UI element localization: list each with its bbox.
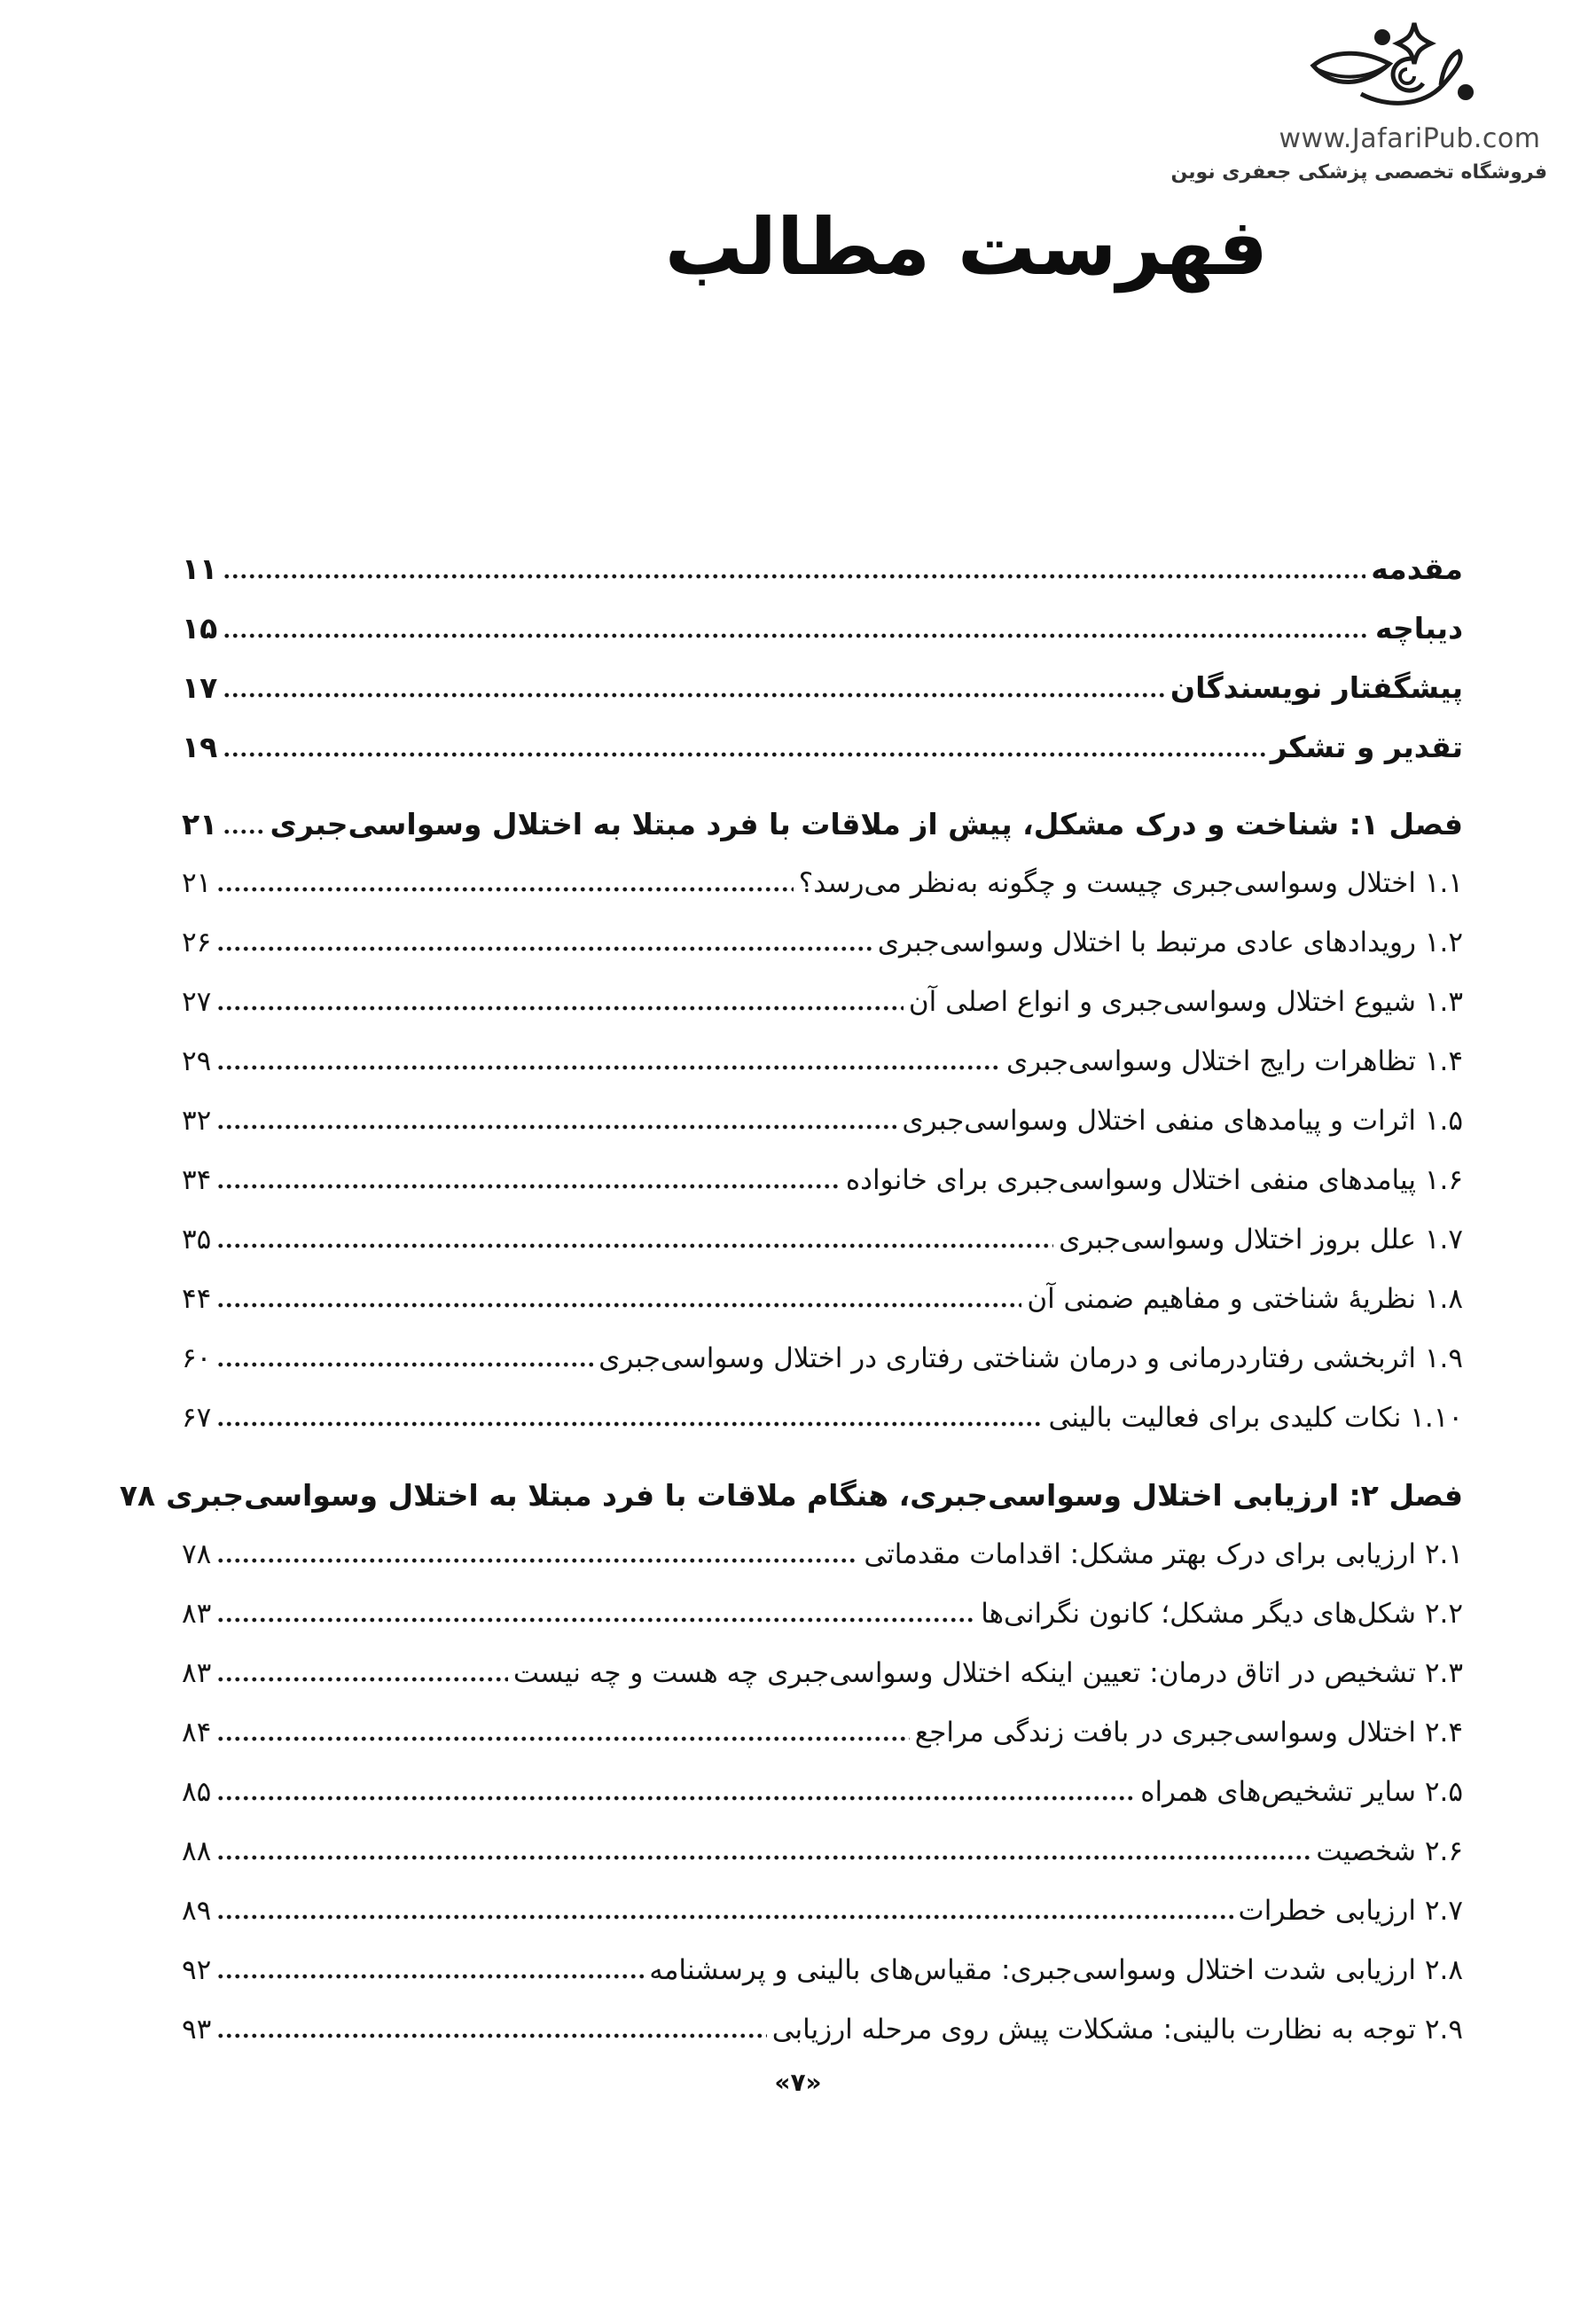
toc-entry-title: ۲.۴ اختلال وسواسی‌جبری در بافت زندگی مراجع (914, 1717, 1463, 1748)
dot-leader (216, 2012, 766, 2038)
toc-entry-title: ۲.۷ ارزیابی خطرات (1238, 1895, 1463, 1927)
page-title: فهرست مطالب (664, 201, 1268, 293)
toc-entry-title: ۱.۸ نظریۀ شناختی و مفاهیم ضمنی آن (1027, 1283, 1463, 1315)
dot-leader (216, 1715, 909, 1741)
toc-entry (182, 1270, 1463, 1329)
toc-entry-title: ۲.۳ تشخیص در اتاق درمان: تعیین اینکه اختلال وسواسی‌جبری چه هست و چه نیست (512, 1657, 1463, 1689)
dot-leader (216, 984, 904, 1011)
toc-entry (182, 1703, 1463, 1763)
toc-entry-page-number: ۷۸ (119, 1478, 156, 1513)
toc-entry-page-number: ۲۶ (182, 927, 212, 958)
toc-entry-title: ۲.۸ ارزیابی شدت اختلال وسواسی‌جبری: مقیاس‌های بالینی و پرسشنامه (649, 1954, 1463, 1986)
toc-entry-page-number: ۱۱ (182, 552, 218, 586)
toc-entry-title: ۱.۱۰ نکات کلیدی برای فعالیت بالینی (1048, 1402, 1463, 1434)
toc-entry-page-number: ۳۲ (182, 1105, 212, 1137)
dot-leader (216, 1044, 1001, 1070)
toc-entry-page-number: ۶۰ (182, 1342, 212, 1374)
toc-entry-page-number: ۲۱ (182, 867, 212, 899)
toc-entry (182, 1644, 1463, 1703)
toc-entry-title: ۱.۲ رویدادهای عادی مرتبط با اختلال وسواسی‌جبری (877, 927, 1463, 958)
publisher-logo (1170, 20, 1547, 184)
dot-leader (216, 1655, 508, 1682)
toc-entry (182, 1329, 1463, 1389)
toc-entry-title: فصل ۱: شناخت و درک مشکل، پیش از ملاقات با فرد مبتلا به اختلال وسواسی‌جبری (270, 807, 1463, 841)
toc-entry (182, 1032, 1463, 1091)
dot-leader (216, 925, 872, 951)
dot-leader (216, 1834, 1310, 1860)
toc-entry-page-number: ۸۳ (182, 1598, 212, 1630)
toc-entry-title: ۲.۱ ارزیابی برای درک بهتر مشکل: اقدامات مقدماتی (864, 1538, 1463, 1570)
toc-entry-page-number: ۴۴ (182, 1283, 212, 1315)
toc-entry-title: ۲.۲ شکل‌های دیگر مشکل؛ کانون نگرانی‌ها (981, 1598, 1463, 1630)
dot-leader (216, 1596, 975, 1623)
toc-entry (182, 794, 1463, 854)
toc-entry (182, 854, 1463, 913)
dot-leader (223, 612, 1370, 638)
toc-entry (182, 1091, 1463, 1151)
toc-entry-page-number: ۳۴ (182, 1164, 212, 1196)
toc-entry-title: دیباچه (1375, 611, 1463, 645)
toc-entry-page-number: ۸۴ (182, 1717, 212, 1748)
toc-entry (182, 913, 1463, 973)
toc-entry (182, 1210, 1463, 1270)
toc-entry-page-number: ۷۸ (182, 1538, 212, 1570)
dot-leader (216, 865, 793, 892)
toc-entry-title: ۱.۳ شیوع اختلال وسواسی‌جبری و انواع اصلی آن (908, 986, 1463, 1018)
dot-leader (223, 552, 1365, 579)
toc-entry-page-number: ۱۵ (182, 611, 218, 645)
toc-entry-page-number: ۲۹ (182, 1045, 212, 1077)
dot-leader (216, 1537, 858, 1563)
toc-entry (182, 1389, 1463, 1448)
toc-entry (182, 1151, 1463, 1210)
toc-entry-title: ۲.۹ توجه به نظارت بالینی: مشکلات پیش روی مرحله ارزیابی (771, 2014, 1463, 2046)
dot-leader (216, 1162, 841, 1189)
toc-entry (182, 973, 1463, 1032)
toc-entry (182, 1822, 1463, 1881)
toc-entry-page-number: ۸۵ (182, 1776, 212, 1808)
toc-entry-title: فصل ۲: ارزیابی اختلال وسواسی‌جبری، هنگام ملاقات با فرد مبتلا به اختلال وسواسی‌جبری (166, 1478, 1463, 1513)
dot-leader (216, 1893, 1232, 1920)
toc-entry-title: ۱.۴ تظاهرات رایج اختلال وسواسی‌جبری (1006, 1045, 1463, 1077)
dot-leader (216, 1774, 1135, 1801)
toc-entry-page-number: ۸۳ (182, 1657, 212, 1689)
toc-entry-page-number: ۲۱ (182, 807, 218, 841)
toc-entry-page-number: ۹۳ (182, 2014, 212, 2046)
toc-entry (182, 2000, 1463, 2060)
dot-leader (216, 1341, 593, 1367)
toc-entry (119, 1466, 1463, 1525)
toc-entry-page-number: ۳۵ (182, 1224, 212, 1256)
toc-entry-title: ۱.۷ علل بروز اختلال وسواسی‌جبری (1059, 1224, 1463, 1256)
toc-entry-title: تقدیر و تشکر (1270, 730, 1463, 764)
dot-leader (216, 1400, 1043, 1427)
toc-entry-title: ۱.۶ پیامدهای منفی اختلال وسواسی‌جبری برای خانواده (845, 1164, 1463, 1196)
dot-leader (216, 1281, 1021, 1308)
toc-entry (182, 1941, 1463, 2000)
toc-entry-page-number: ۹۲ (182, 1954, 212, 1986)
footer-page-number: «۷» (774, 2068, 822, 2097)
dot-leader (223, 731, 1264, 757)
toc-entry-page-number: ۸۹ (182, 1895, 212, 1927)
toc-entry-title: ۱.۱ اختلال وسواسی‌جبری چیست و چگونه به‌نظر می‌رسد؟ (798, 867, 1463, 899)
toc-entry-page-number: ۶۷ (182, 1402, 212, 1434)
dot-leader (216, 1952, 644, 1979)
toc-entry (182, 658, 1463, 717)
toc-entry-page-number: ۱۷ (182, 670, 218, 705)
toc-entry-title: ۱.۵ اثرات و پیامدهای منفی اختلال وسواسی‌جبری (902, 1105, 1463, 1137)
toc-entry (182, 539, 1463, 598)
publisher-tagline: فروشگاه تخصصی پزشکی جعفری نوین (1170, 161, 1547, 184)
dot-leader (216, 1222, 1053, 1248)
toc-entry-title: مقدمه (1371, 552, 1463, 586)
toc-entry-title: پیشگفتار نویسندگان (1170, 670, 1463, 705)
toc-entry-title: ۲.۶ شخصیت (1316, 1835, 1463, 1867)
toc-entry (182, 1881, 1463, 1941)
dot-leader (216, 1103, 896, 1130)
toc-entry-title: ۲.۵ سایر تشخیص‌های همراه (1140, 1776, 1463, 1808)
dot-leader (223, 671, 1165, 698)
toc-entry-page-number: ۱۹ (182, 730, 218, 764)
toc-entry (182, 1525, 1463, 1584)
publisher-logo-ornament-icon (1308, 20, 1512, 121)
toc-entry-page-number: ۲۷ (182, 986, 212, 1018)
publisher-url: www.JafariPub.com (1279, 123, 1541, 154)
toc-entry (182, 598, 1463, 658)
toc-entry (182, 1763, 1463, 1822)
toc-entry-title: ۱.۹ اثربخشی رفتاردرمانی و درمان شناختی رفتاری در اختلال وسواسی‌جبری (598, 1342, 1463, 1374)
toc-entry-page-number: ۸۸ (182, 1835, 212, 1867)
dot-leader (223, 808, 264, 834)
toc-entry (182, 717, 1463, 777)
toc-list (119, 539, 1463, 2060)
toc-entry (182, 1584, 1463, 1644)
